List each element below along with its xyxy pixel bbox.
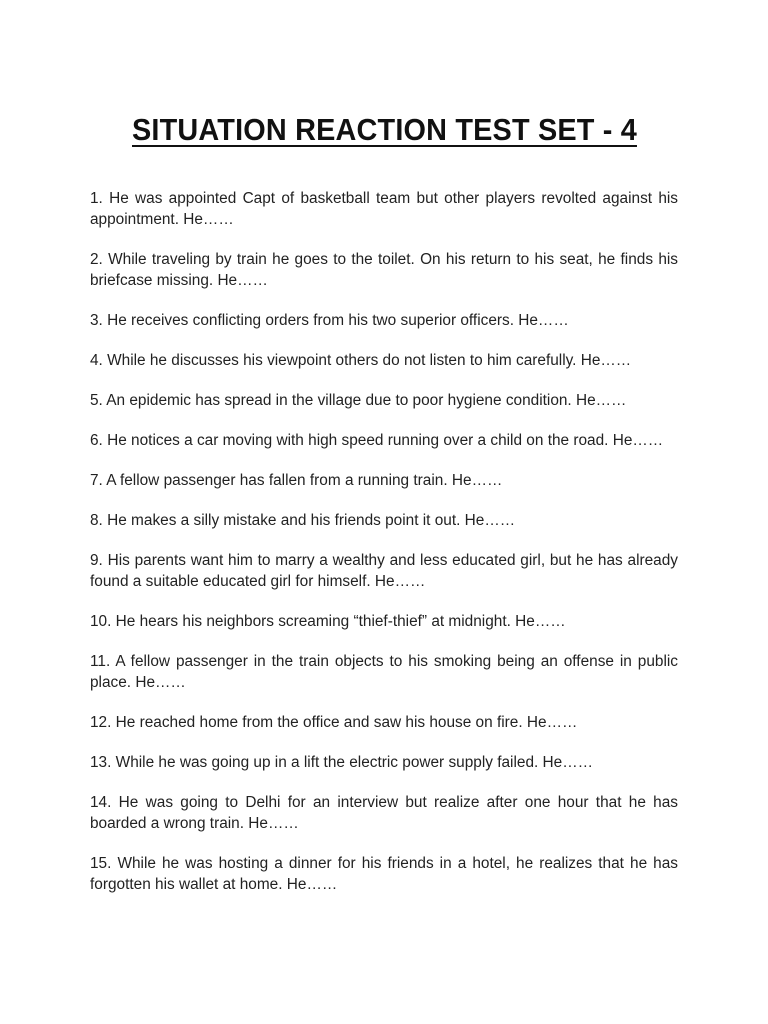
question-item-12: 12. He reached home from the office and saw his house on fire. He……: [90, 714, 578, 731]
page-title: [0, 112, 768, 148]
question-item-6: 6. He notices a car moving with high speed running over a child on the road. He……: [90, 432, 664, 449]
question-item-8: 8. He makes a silly mistake and his friends point it out. He……: [90, 512, 516, 529]
question-item-7: 7. A fellow passenger has fallen from a running train. He……: [90, 472, 503, 489]
question-item-15: 15. While he was hosting a dinner for his friends in a hotel, he realizes that he has forgotten his wallet at home. He……: [90, 855, 678, 893]
question-item-2: 2. While traveling by train he goes to the toilet. On his return to his seat, he finds his briefcase missing. He……: [90, 251, 678, 289]
question-item-5: 5. An epidemic has spread in the village due to poor hygiene condition. He……: [90, 392, 627, 409]
question-item-14: 14. He was going to Delhi for an interview but realize after one hour that he has boarded a wrong train. He……: [90, 794, 678, 832]
question-item-9: 9. His parents want him to marry a wealthy and less educated girl, but he has already found a suitable educated girl for himself. He……: [90, 552, 678, 590]
question-item-11: 11. A fellow passenger in the train objects to his smoking being an offense in public place. He……: [90, 653, 678, 691]
question-item-3: 3. He receives conflicting orders from his two superior officers. He……: [90, 312, 569, 329]
question-item-4: 4. While he discusses his viewpoint others do not listen to him carefully. He……: [90, 352, 632, 369]
question-item-13: 13. While he was going up in a lift the electric power supply failed. He……: [90, 754, 594, 771]
question-item-10: 10. He hears his neighbors screaming “thief-thief” at midnight. He……: [90, 613, 566, 630]
page-title-text: SITUATION REACTION TEST SET - 4: [131, 112, 637, 147]
question-item-1: 1. He was appointed Capt of basketball team but other players revolted against his appointment. He……: [90, 190, 678, 228]
question-list: [90, 188, 678, 914]
